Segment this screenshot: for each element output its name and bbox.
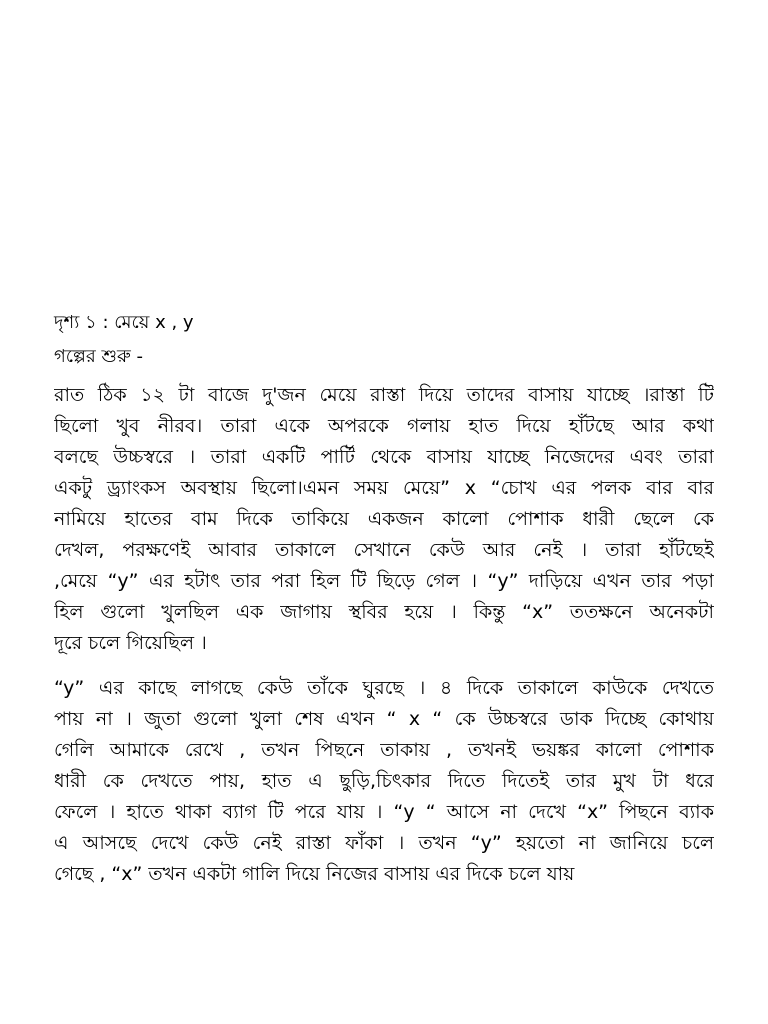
paragraph-line: হিল গুলো খুলছিল এক জাগায় স্থবির হয়ে । কিন্তু “x” ততক্ষনে অনেকটা (54, 601, 714, 623)
paragraph-line: এ আসছে দেখে কেউ নেই রাস্তা ফাঁকা । তখন “y” হয়তো না জানিয়ে চলে (54, 832, 714, 854)
paragraph-line: রাত ঠিক ১২ টা বাজে দু'জন মেয়ে রাস্তা দিয়ে তাদের বাসায় যাচ্ছে ।রাস্তা টি (54, 384, 714, 406)
paragraph-line: ধারী কে দেখতে পায়, হাত এ ছুড়ি,চিৎকার দিতে দিতেই তার মুখ টা ধরে (54, 770, 714, 792)
paragraph-line: গেছে , “x” তখন একটা গালি দিয়ে নিজের বাসায় এর দিকে চলে যায় (54, 863, 575, 885)
story-start-label: গল্পের শুরু - (54, 346, 144, 367)
paragraph-1 (54, 380, 714, 659)
paragraph-2 (54, 673, 714, 890)
paragraph-line: “y” এর কাছে লাগছে কেউ তাঁকে ঘুরছে । ৪ দিকে তাকালে কাউকে দেখতে (54, 677, 714, 699)
paragraph-line: ছিলো খুব নীরব। তারা একে অপরকে গলায় হাত দিয়ে হাঁটছে আর কথা (54, 415, 714, 437)
paragraph-line: দূরে চলে গিয়েছিল । (54, 632, 207, 654)
scene-heading: দৃশ্য ১ : মেয়ে x , y (54, 312, 194, 333)
paragraph-line: ,মেয়ে “y” এর হটাৎ তার পরা হিল টি ছিড়ে গেল । “y” দাড়িয়ে এখন তার পড়া (54, 570, 714, 592)
document-page (54, 310, 714, 904)
paragraph-line: দেখল, পরক্ষণেই আবার তাকালে সেখানে কেউ আর নেই । তারা হাঁটছেই (54, 539, 714, 561)
paragraph-line: নামিয়ে হাতের বাম দিকে তাকিয়ে একজন কালো পোশাক ধারী ছেলে কে (54, 508, 714, 530)
paragraph-line: পায় না । জুতা গুলো খুলা শেষ এখন “ x “ কে উচ্চস্বরে ডাক দিচ্ছে কোথায় (54, 708, 714, 730)
paragraph-line: ফেলে । হাতে থাকা ব্যাগ টি পরে যায় । “y “ আসে না দেখে “x” পিছনে ব্যাক (54, 801, 714, 823)
paragraph-line: বলছে উচ্চস্বরে । তারা একটি পার্টি থেকে বাসায় যাচ্ছে নিজেদের এবং তারা (54, 446, 714, 468)
paragraph-line: গেলি আমাকে রেখে , তখন পিছনে তাকায় , তখনই ভয়ঙ্কর কালো পোশাক (54, 739, 714, 761)
paragraph-line: একটু ড্র্যাংকস অবস্থায় ছিলো।এমন সময় মেয়ে” x “চোখ এর পলক বার বার (54, 477, 714, 499)
